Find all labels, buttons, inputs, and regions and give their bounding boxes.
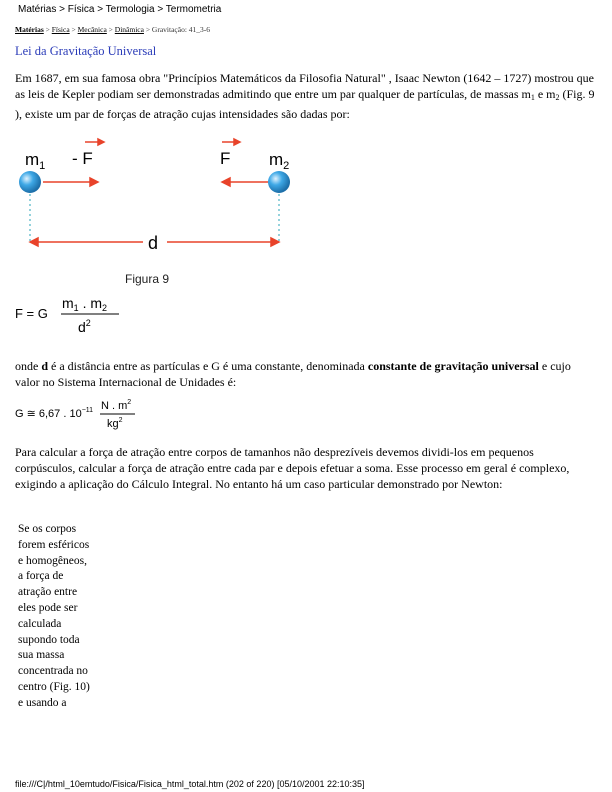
gravitational-constant-formula: [15, 394, 155, 434]
page-footer: file:///C|/html_10emtudo/Fisica/Fisica_html_total.htm (202 of 220) [05/10/2001 22:10:35]: [15, 779, 365, 789]
onde-text-c: e cujo valor no Sistema Internacional de Unidades é:: [15, 359, 571, 389]
intro-text-2: (Fig. 9 ), existe um par de forças de atração cujas intensidades são dadas por:: [15, 87, 595, 121]
calculation-paragraph: Para calcular a força de atração entre corpos de tamanhos não desprezíveis devemos dividi-los em pequenos corpúsculos, calcular a força de atração entre cada par e depois efetuar a soma. Esse processo em geral é complexo, exigindo a aplicação do Cálculo Integral. No entanto há um caso particular demonstrado por Newton:: [15, 445, 570, 491]
m2-label: $m_2$: [269, 150, 290, 172]
d-label: d: [148, 233, 159, 253]
nav-sep: >: [45, 25, 50, 34]
gconst-numerator: N . $m^2$: [101, 399, 132, 412]
mass-1-sphere: [19, 171, 41, 193]
definition-paragraph: [15, 358, 595, 390]
nav-link-mecanica[interactable]: Mecânica: [77, 25, 107, 34]
gconst-denominator: $kg^2$: [107, 417, 123, 430]
nav-link-materias[interactable]: Matérias: [15, 25, 44, 34]
intro-text-and: e m: [534, 87, 556, 101]
page-title: Lei da Gravitação Universal: [15, 44, 157, 58]
onde-text-b: é a distância entre as partículas e G é uma constante, denominada: [48, 359, 368, 373]
nav-link-dinamica[interactable]: Dinâmica: [114, 25, 144, 34]
nav-breadcrumb: [15, 25, 210, 34]
nav-sep: >: [71, 25, 76, 34]
nav-current: Gravitação: 41_3-6: [151, 25, 211, 34]
force-arrow-right: [43, 178, 98, 186]
onde-d-bold: d: [41, 359, 49, 373]
intro-sub-2: 2: [555, 93, 560, 102]
figure-9-diagram: [15, 136, 315, 286]
intro-paragraph: [15, 70, 595, 122]
figure-caption: Figura 9: [125, 272, 170, 286]
nav-link-fisica[interactable]: Física: [51, 25, 70, 34]
formula-numerator: $m_1$ . $m_2$: [62, 295, 108, 313]
force-arrow-left: [222, 178, 273, 186]
vector-arrow-neg-f: [85, 139, 104, 145]
top-breadcrumb: Matérias > Física > Termologia > Termometria: [18, 4, 222, 15]
nav-sep: >: [108, 25, 113, 34]
intro-sub-1: 1: [530, 93, 535, 102]
onde-text-a: onde: [15, 359, 42, 373]
nav-sep: >: [145, 25, 151, 34]
m1-label: $m_1$: [25, 150, 46, 172]
mass-2-sphere: [268, 171, 290, 193]
gconst-lhs: G ≅ 6,67 . $10^{-11}$: [15, 407, 94, 420]
gravitation-formula: [15, 290, 135, 338]
formula-denominator: $d^2$: [78, 318, 91, 335]
neg-f-label: - F: [72, 149, 93, 168]
vector-arrow-f: [222, 139, 240, 145]
onde-const-bold: constante de gravitação universal: [367, 359, 539, 373]
f-label: F: [220, 149, 231, 168]
intro-text-1: Em 1687, em sua famosa obra "Princípios Matemáticos da Filosofia Natural" , Isaac Newton (1642 – 1727) mostrou que as leis de Kepler podiam ser demonstradas admitindo que entre um par qualquer de partículas, de massas m: [15, 71, 595, 101]
narrow-column-text: Se os corpos forem esféricos e homogêneos, a força de atração entre eles pode ser calculada supondo toda sua massa concentrada no centro (Fig. 10) e usando a: [18, 523, 90, 709]
formula-lhs: F = G: [15, 306, 48, 321]
